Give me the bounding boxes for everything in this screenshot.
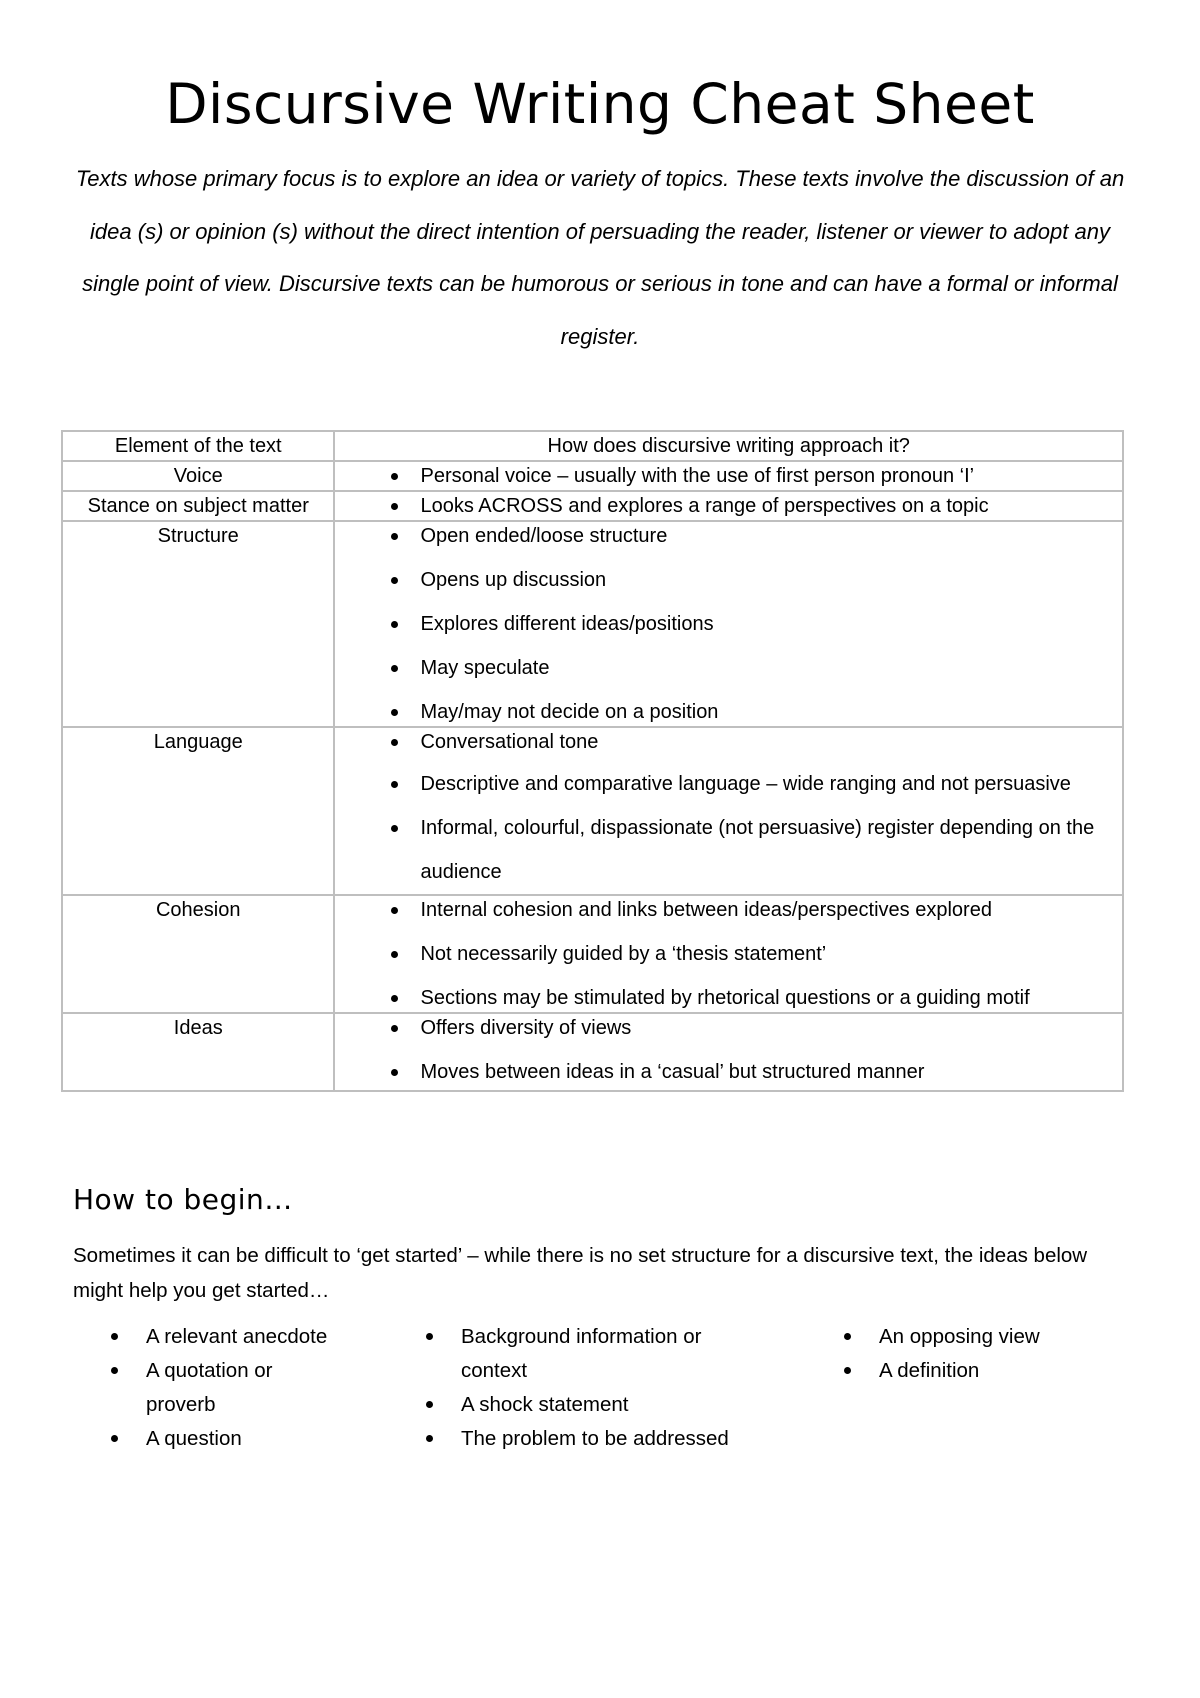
table-header-element: Element of the text (62, 431, 334, 461)
element-cell: Ideas (62, 1013, 334, 1091)
list-item: Not necessarily guided by a ‘thesis statement’ (335, 940, 1110, 968)
table-row (62, 521, 1123, 727)
list-item: Informal, colourful, dispassionate (not persuasive) register depending on the audience (335, 806, 1110, 894)
approach-list (335, 728, 1122, 894)
element-cell: Voice (62, 461, 334, 491)
table-row (62, 1013, 1123, 1091)
list-item: A quotation or proverb (73, 1354, 316, 1422)
section-heading-how-to-begin: How to begin… (73, 1183, 293, 1216)
list-item: Opens up discussion (335, 566, 1110, 594)
list-item: Offers diversity of views (335, 1014, 1110, 1042)
list-item: Looks ACROSS and explores a range of perspectives on a topic (335, 492, 1110, 520)
opening-ideas-list-2 (388, 1320, 808, 1456)
element-cell: Cohesion (62, 895, 334, 1013)
table-header-approach: How does discursive writing approach it? (334, 431, 1123, 461)
approach-cell (334, 727, 1123, 895)
approach-list (335, 462, 1122, 490)
element-cell: Structure (62, 521, 334, 727)
approach-cell (334, 1013, 1123, 1091)
table-row (62, 491, 1123, 521)
approach-list (335, 492, 1122, 520)
list-item: A shock statement (388, 1388, 808, 1422)
approach-cell (334, 491, 1123, 521)
list-item: A relevant anecdote (73, 1320, 373, 1354)
list-item: Internal cohesion and links between ideas/perspectives explored (335, 896, 1110, 924)
list-item: A question (73, 1422, 373, 1456)
list-item: Sections may be stimulated by rhetorical questions or a guiding motif (335, 984, 1110, 1012)
list-item: An opposing view (806, 1320, 1126, 1354)
page-title: Discursive Writing Cheat Sheet (165, 72, 1035, 136)
list-item: Background information or context (388, 1320, 741, 1388)
approach-list (335, 1014, 1122, 1090)
list-item: Descriptive and comparative language – wide ranging and not persuasive (335, 762, 1110, 806)
how-to-begin-paragraph: Sometimes it can be difficult to ‘get started’ – while there is no set structure for a discursive text, the ideas below might help you get started… (73, 1244, 1088, 1302)
table-row (62, 727, 1123, 895)
element-cell: Stance on subject matter (62, 491, 334, 521)
opening-ideas-list-1 (73, 1320, 373, 1456)
approach-list (335, 522, 1122, 726)
intro-paragraph: Texts whose primary focus is to explore an idea or variety of topics. These texts involve the discussion of an idea (s) or opinion (s) without the direct intention of persuading the reader, listener or viewer to adopt any single point of view. Discursive texts can be humorous or serious in tone and can have a formal or informal register. (75, 166, 1125, 349)
table-row (62, 461, 1123, 491)
element-cell: Language (62, 727, 334, 895)
approach-cell (334, 521, 1123, 727)
approach-cell (334, 461, 1123, 491)
list-item: May speculate (335, 654, 1110, 682)
list-item: Personal voice – usually with the use of first person pronoun ‘I’ (335, 462, 1110, 490)
list-item: Explores different ideas/positions (335, 610, 1110, 638)
approach-cell (334, 895, 1123, 1013)
list-item: May/may not decide on a position (335, 698, 1110, 726)
table-header-row (62, 431, 1123, 461)
list-item: A definition (806, 1354, 1126, 1388)
opening-ideas-list-3 (806, 1320, 1126, 1388)
list-item: The problem to be addressed (388, 1422, 808, 1456)
approach-list (335, 896, 1122, 1012)
approach-table (61, 430, 1124, 1092)
list-item: Conversational tone (335, 728, 1110, 756)
list-item: Open ended/loose structure (335, 522, 1110, 550)
list-item: Moves between ideas in a ‘casual’ but structured manner (335, 1058, 1110, 1086)
table-row (62, 895, 1123, 1013)
